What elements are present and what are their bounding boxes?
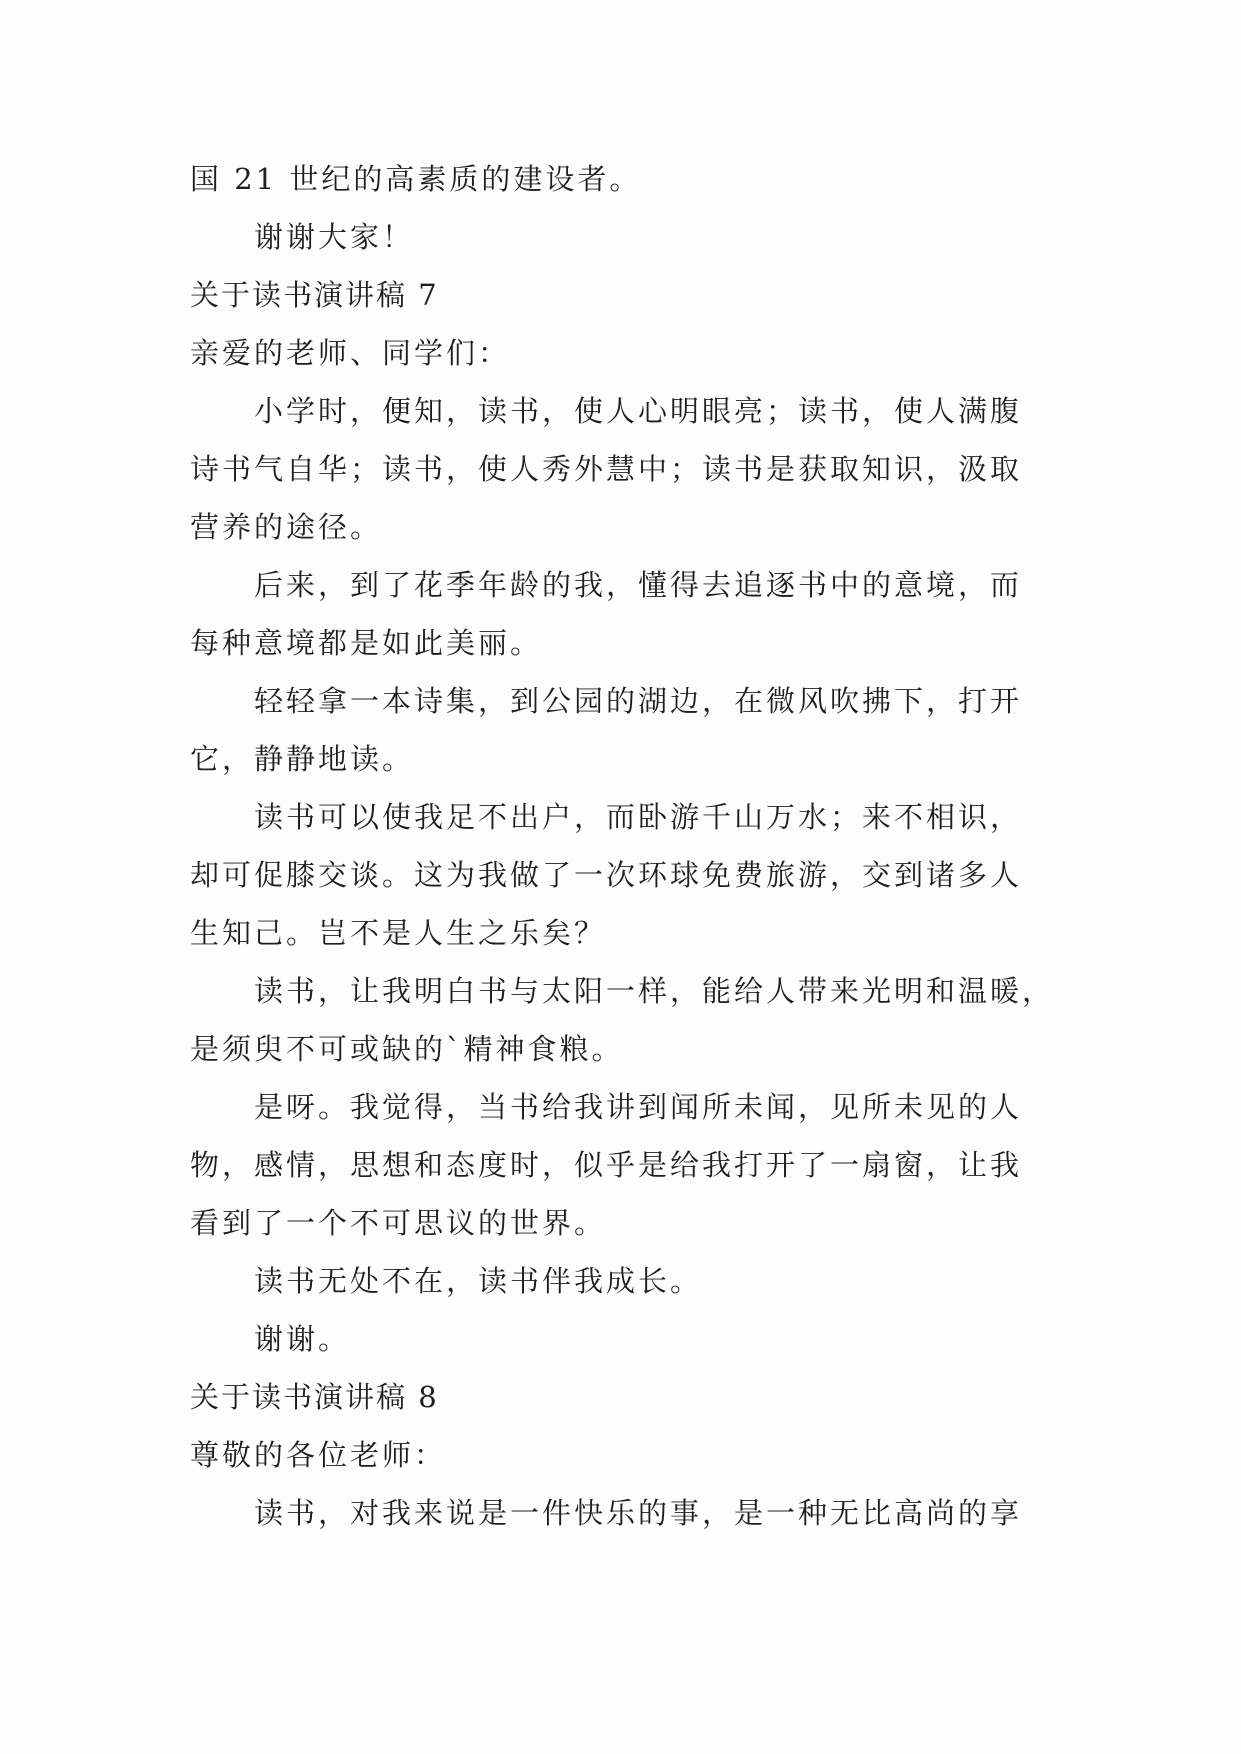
paragraph (190, 672, 1060, 788)
paragraph-line: 生知己。岂不是人生之乐矣？ (190, 916, 607, 950)
paragraph-line: 看到了一个不可思议的世界。 (190, 1206, 607, 1240)
paragraph-line: 尊敬的各位老师： (190, 1438, 447, 1472)
paragraph (190, 382, 1060, 556)
paragraph-line: 读书无处不在，读书伴我成长。 (254, 1264, 703, 1298)
document-body (190, 150, 1060, 1542)
paragraph-line: 亲爱的老师、同学们： (190, 336, 511, 370)
paragraph (190, 1310, 1060, 1368)
paragraph-line: 它，静静地读。 (190, 742, 415, 776)
paragraph-line: 小学时，便知，读书，使人心明眼亮；读书，使人满腹 (254, 394, 1023, 428)
paragraph-line: 诗书气自华；读书，使人秀外慧中；读书是获取知识，汲取 (190, 452, 1023, 486)
section-heading-text: 关于读书演讲稿 7 (190, 278, 439, 312)
paragraph (190, 1426, 1060, 1484)
paragraph (190, 150, 1060, 208)
paragraph-line: 每种意境都是如此美丽。 (190, 626, 543, 660)
paragraph (190, 1252, 1060, 1310)
paragraph (190, 1484, 1060, 1542)
paragraph-line: 谢谢。 (254, 1322, 351, 1356)
section-heading (190, 266, 1060, 324)
paragraph-line: 物，感情，思想和态度时，似乎是给我打开了一扇窗，让我 (190, 1148, 1023, 1182)
paragraph-line: 读书可以使我足不出户，而卧游千山万水；来不相识， (254, 800, 1023, 834)
paragraph-line: 轻轻拿一本诗集，到公园的湖边，在微风吹拂下，打开 (254, 684, 1023, 718)
paragraph-line: 后来，到了花季年龄的我，懂得去追逐书中的意境，而 (254, 568, 1023, 602)
paragraph (190, 324, 1060, 382)
paragraph (190, 208, 1060, 266)
section-heading (190, 1368, 1060, 1426)
paragraph-line: 却可促膝交谈。这为我做了一次环球免费旅游，交到诸多人 (190, 858, 1023, 892)
paragraph-line: 是须臾不可或缺的`精神食粮。 (190, 1032, 624, 1066)
paragraph-line: 营养的途径。 (190, 510, 383, 544)
paragraph (190, 788, 1060, 962)
paragraph-line: 是呀。我觉得，当书给我讲到闻所未闻，见所未见的人 (254, 1090, 1023, 1124)
paragraph-line: 读书，让我明白书与太阳一样，能给人带来光明和温暖， (254, 974, 1055, 1008)
section-heading-text: 关于读书演讲稿 8 (190, 1380, 439, 1414)
paragraph-line: 读书，对我来说是一件快乐的事，是一种无比高尚的享 (254, 1496, 1023, 1530)
paragraph (190, 962, 1060, 1078)
paragraph (190, 556, 1060, 672)
paragraph-line: 国 21 世纪的高素质的建设者。 (190, 162, 642, 196)
paragraph (190, 1078, 1060, 1252)
paragraph-line: 谢谢大家！ (254, 220, 415, 254)
